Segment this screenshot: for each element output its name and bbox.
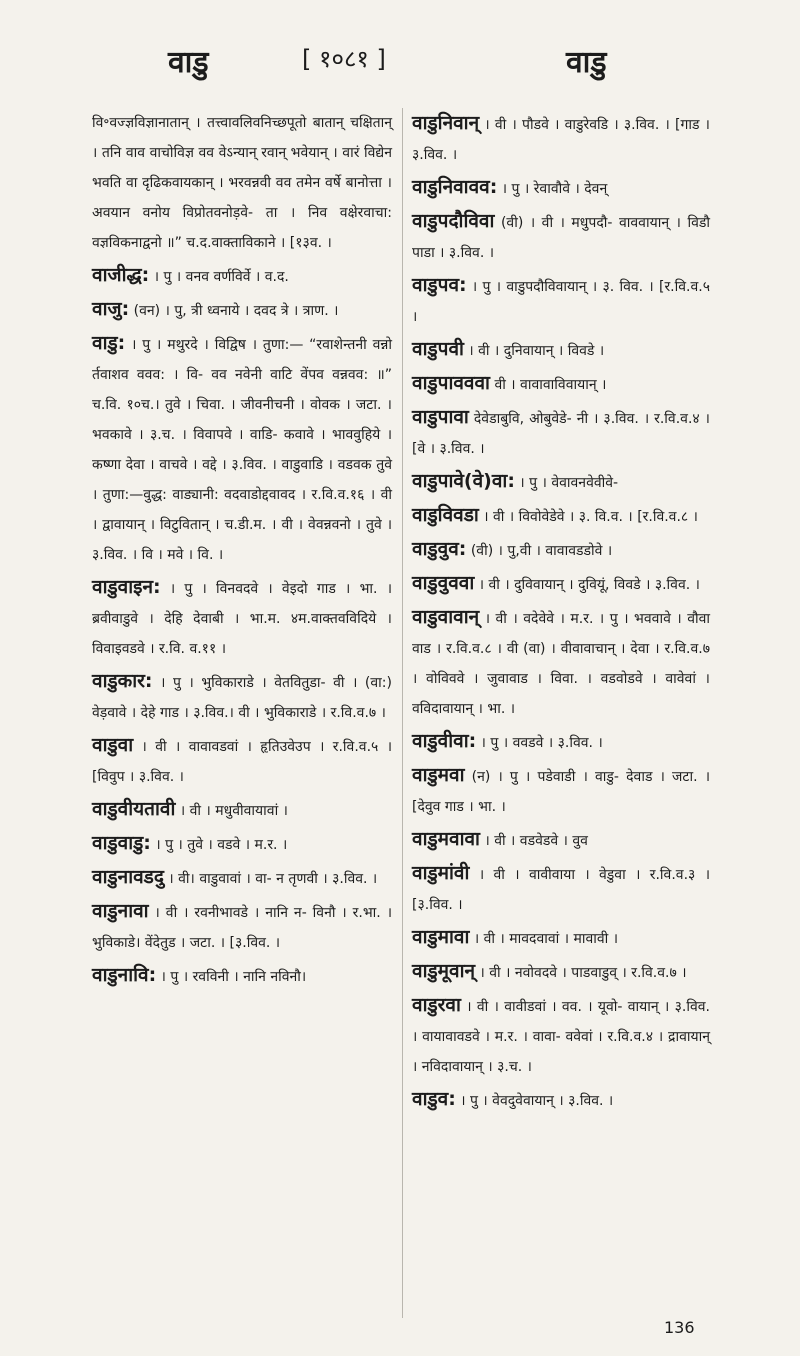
entry-definition: । वी । वावावडवां । हृतिउवेउप । र.वि.व.५ । [विवुप । ३.विव. । <box>92 739 392 785</box>
entry-definition: । वी। वाडुवावां । वा- न तृणवी । ३.विव. । <box>168 871 378 887</box>
entry-definition: । वी । विवोवेडेवे । ३. वि.व. । [र.वि.व.८ । <box>483 509 698 525</box>
right-column <box>412 108 710 1118</box>
entry-headword: वाडुमावा <box>412 926 470 948</box>
entry-headword: वाडुकार: <box>92 670 153 692</box>
entry-headword: वाडुवाडु: <box>92 832 151 854</box>
entry-headword: वाडु: <box>92 332 126 354</box>
entry-definition: । पु । रवविनी । नानि नविनौ। <box>160 969 307 985</box>
entry-headword: वाडुरवा <box>412 994 461 1016</box>
dictionary-entry <box>92 828 392 860</box>
entry-definition: । पु । रेवावौवे । देवन् <box>501 181 608 197</box>
entry-headword: वाडुवाइन: <box>92 576 161 598</box>
dictionary-entry <box>412 858 710 920</box>
dictionary-entry <box>92 960 392 992</box>
entry-definition: । पु । ववडवे । ३.विव. । <box>480 735 603 751</box>
entry-definition: (न) । पु । पडेवाडी । वाडु- देवाड । जटा. । [देवुव गाड । भा. । <box>412 769 710 815</box>
entry-definition: । पु । वेवावनवेवीवे- <box>519 475 619 491</box>
entry-definition: । पु । मथुरदे । विद्विष । तुणा:— “रवाशेन्तनी वन्नो र्तवाशव ववव: । वि- वव नवेनी वाटि वेंपव वन्नवव: ॥” च.वि. १०च.। तुवे । चिवा. । जीवनीचनी । वोवक । जटा. । भवकावे । ३.च. । विवापवे । वाडि- कवावे । भाववुहिये । कष्णा देवा । वाचवे । वद्दे । ३.विव. । वाडुवाडि । वडवक तुवे । तुणा:—वुद्ध: वाड्यानी: वदवाडोद्दवावद । र.वि.व.१६ । वी । द्वावायान् । विटुवितान् । च.डी.म. । वी । वेवन्नवनो । तुवे । ३.विव. । वि । मवे । वि. । <box>92 337 392 563</box>
dictionary-entry <box>92 666 392 728</box>
entry-definition: । वी । वडवेडवे । वुव <box>484 833 588 849</box>
entry-headword: वाडुमवावा <box>412 828 480 850</box>
dictionary-entry <box>412 500 710 532</box>
entry-definition: वी । वावावाविवायान् । <box>494 377 607 393</box>
entry-definition: । वी । वदेवेवे । म.र. । पु । भववावे । वौवा वाड । र.वि.व.८ । वी (वा) । वीवावाचान् । देवा । र.वि.व.७ । वोविववे । जुवावाड । विवा. । वडवोडवे । वावेवां । वविदावायान् । भा. । <box>412 611 711 717</box>
entry-headword: वाडुमूवान् <box>412 960 476 982</box>
dictionary-entry <box>412 760 710 822</box>
entry-headword: वाडुपावा <box>412 406 469 428</box>
entry-definition: (वी) । पु,वी । वावावडडोवे । <box>470 543 613 559</box>
entry-headword: वाडुमांवी <box>412 862 470 884</box>
entry-headword: वाडुवावान् <box>412 606 480 628</box>
dictionary-entry <box>92 260 392 292</box>
header-page-number: [ १०८१ ] <box>302 45 386 73</box>
entry-definition: (वी) । वी । मधुपदौ- वाववायान् । विडौ पाडा । ३.विव. । <box>412 215 710 261</box>
entry-definition: । वी । रवनीभावडे । नानि न- विनौ । र.भा. । भुविकाडे। वेंदेतुड । जटा. । [३.विव. । <box>92 905 392 951</box>
entry-definition: । पु । वेवदुवेवायान् । ३.विव. । <box>460 1093 614 1109</box>
entry-headword: वाडुवुववा <box>412 572 475 594</box>
dictionary-entry <box>412 270 710 332</box>
dictionary-entry <box>92 108 392 258</box>
dictionary-entry <box>412 534 710 566</box>
running-header <box>0 40 800 90</box>
left-column <box>92 108 392 994</box>
dictionary-entry <box>92 572 392 664</box>
dictionary-entry <box>92 328 392 570</box>
entry-definition: । वी । पौडवे । वाडुरेवडि । ३.विव. । [गाड । ३.विव. । <box>412 117 710 163</box>
entry-definition: । वी । वावीवाया । वेडुवा । र.वि.व.३ । [३.विव. । <box>412 867 710 913</box>
entry-headword: वाडुव: <box>412 1088 456 1110</box>
entry-definition: । वी । दुविवायान् । दुवियूं, विवडे । ३.विव. । <box>478 577 700 593</box>
dictionary-entry <box>412 568 710 600</box>
folio-number: 136 <box>664 1318 695 1337</box>
entry-definition: (वन) । पु, त्री ध्वनाये । दवद त्रे । त्राण. । <box>133 303 339 319</box>
entry-headword: वाडुवीवा: <box>412 730 477 752</box>
dictionary-entry <box>412 1084 710 1116</box>
dictionary-entry <box>412 990 710 1082</box>
entry-headword: वाडुमवा <box>412 764 465 786</box>
dictionary-entry <box>92 294 392 326</box>
entry-definition: । वी । मधुवीवायावां । <box>179 803 288 819</box>
entry-definition: । पु । वनव वर्णविर्वे । व.द. <box>153 269 289 285</box>
entry-definition: । वी । दुनिवायान् । विवडे । <box>468 343 605 359</box>
entry-headword: वाडुवुव: <box>412 538 467 560</box>
entry-definition: । वी । नवोवदवे । पाडवाडुव् । र.वि.व.७ । <box>479 965 687 981</box>
column-divider <box>402 108 403 1318</box>
entry-headword: वाडुवीयतावी <box>92 798 176 820</box>
dictionary-entry <box>412 368 710 400</box>
dictionary-entry <box>412 956 710 988</box>
header-left-word: वाडु <box>168 45 209 80</box>
dictionary-entry <box>412 334 710 366</box>
dictionary-entry <box>412 602 710 724</box>
entry-definition: । वी । मावदवावां । मावावी । <box>473 931 619 947</box>
entry-headword: वाडुपावे(वे)वा: <box>412 470 515 492</box>
dictionary-entry <box>412 108 710 170</box>
dictionary-entry <box>412 726 710 758</box>
dictionary-entry <box>412 824 710 856</box>
entry-definition: । वी । वावीडवां । वव. । यूवो- वायान् । ३.विव. । वायावावडवे । म.र. । वावा- ववेवां । र.वि.व.४ । द्रावायान् । नविदावायान् । ३.च. । <box>412 999 711 1075</box>
entry-headword: वाजु: <box>92 298 130 320</box>
dictionary-entry <box>92 862 392 894</box>
entry-headword: वाडुपवी <box>412 338 464 360</box>
entry-definition: । पु । विनवदवे । वेइदो गाड । भा. । ब्रवीवाडुवे । देहि देवाबी । भा.म. ४म.वाक्तवविदिये । विवाइवडवे । र.वि. व.११ । <box>92 581 392 657</box>
entry-headword: वाडुनावि: <box>92 964 157 986</box>
entry-headword: वाजीद्ध: <box>92 264 150 286</box>
entry-definition: वि॰वज्ज्ञविज्ञानातान् । तत्त्वावलिवनिच्छपूतो बातान् चक्षितान् । तनि वाव वाचोविज्ञ वव वेऽन्यान् रवान् भवेयान् । वारं विद्येन भवति वा दृढिकवायकान् । भरवन्नवी वव तमेन वर्षे बानोत्ता । अवयान वनोय विप्रोतवनोड़वे- ता । निव वक्षेरवाचा: वज्ञविकनाद्वनो ॥” च.द.वाक्ताविकाने । [१३व. । <box>92 115 392 251</box>
entry-headword: वाडुपव: <box>412 274 467 296</box>
entry-headword: वाडुपदौविवा <box>412 210 495 232</box>
entry-definition: । पु । भुविकाराडे । वेतवितुडा- वी । (वा:) वेड़वावे । देहे गाड । ३.विव.। वी । भुविकाराडे । र.वि.व.७ । <box>92 675 392 721</box>
entry-definition: । पु । वाडुपदौविवायान् । ३. विव. । [र.वि.व.५ । <box>412 279 710 325</box>
dictionary-entry <box>412 466 710 498</box>
entry-headword: वाडुनिवान् <box>412 112 480 134</box>
entry-headword: वाडुनावडदु <box>92 866 164 888</box>
entry-headword: वाडुनावा <box>92 900 149 922</box>
dictionary-entry <box>412 206 710 268</box>
header-right-word: वाडु <box>566 45 607 80</box>
dictionary-entry <box>412 172 710 204</box>
entry-headword: वाडुवा <box>92 734 134 756</box>
dictionary-entry <box>412 402 710 464</box>
entry-definition: । पु । तुवे । वडवे । म.र. । <box>155 837 288 853</box>
dictionary-entry <box>92 730 392 792</box>
entry-definition: देवेडाबुवि, ओबुवेडे- नी । ३.विव. । र.वि.व.४ । [वे । ३.विव. । <box>412 411 710 457</box>
dictionary-entry <box>92 896 392 958</box>
entry-headword: वाडुनिवावव: <box>412 176 498 198</box>
entry-headword: वाडुविवडा <box>412 504 479 526</box>
dictionary-entry <box>412 922 710 954</box>
entry-headword: वाडुपावववा <box>412 372 490 394</box>
dictionary-entry <box>92 794 392 826</box>
